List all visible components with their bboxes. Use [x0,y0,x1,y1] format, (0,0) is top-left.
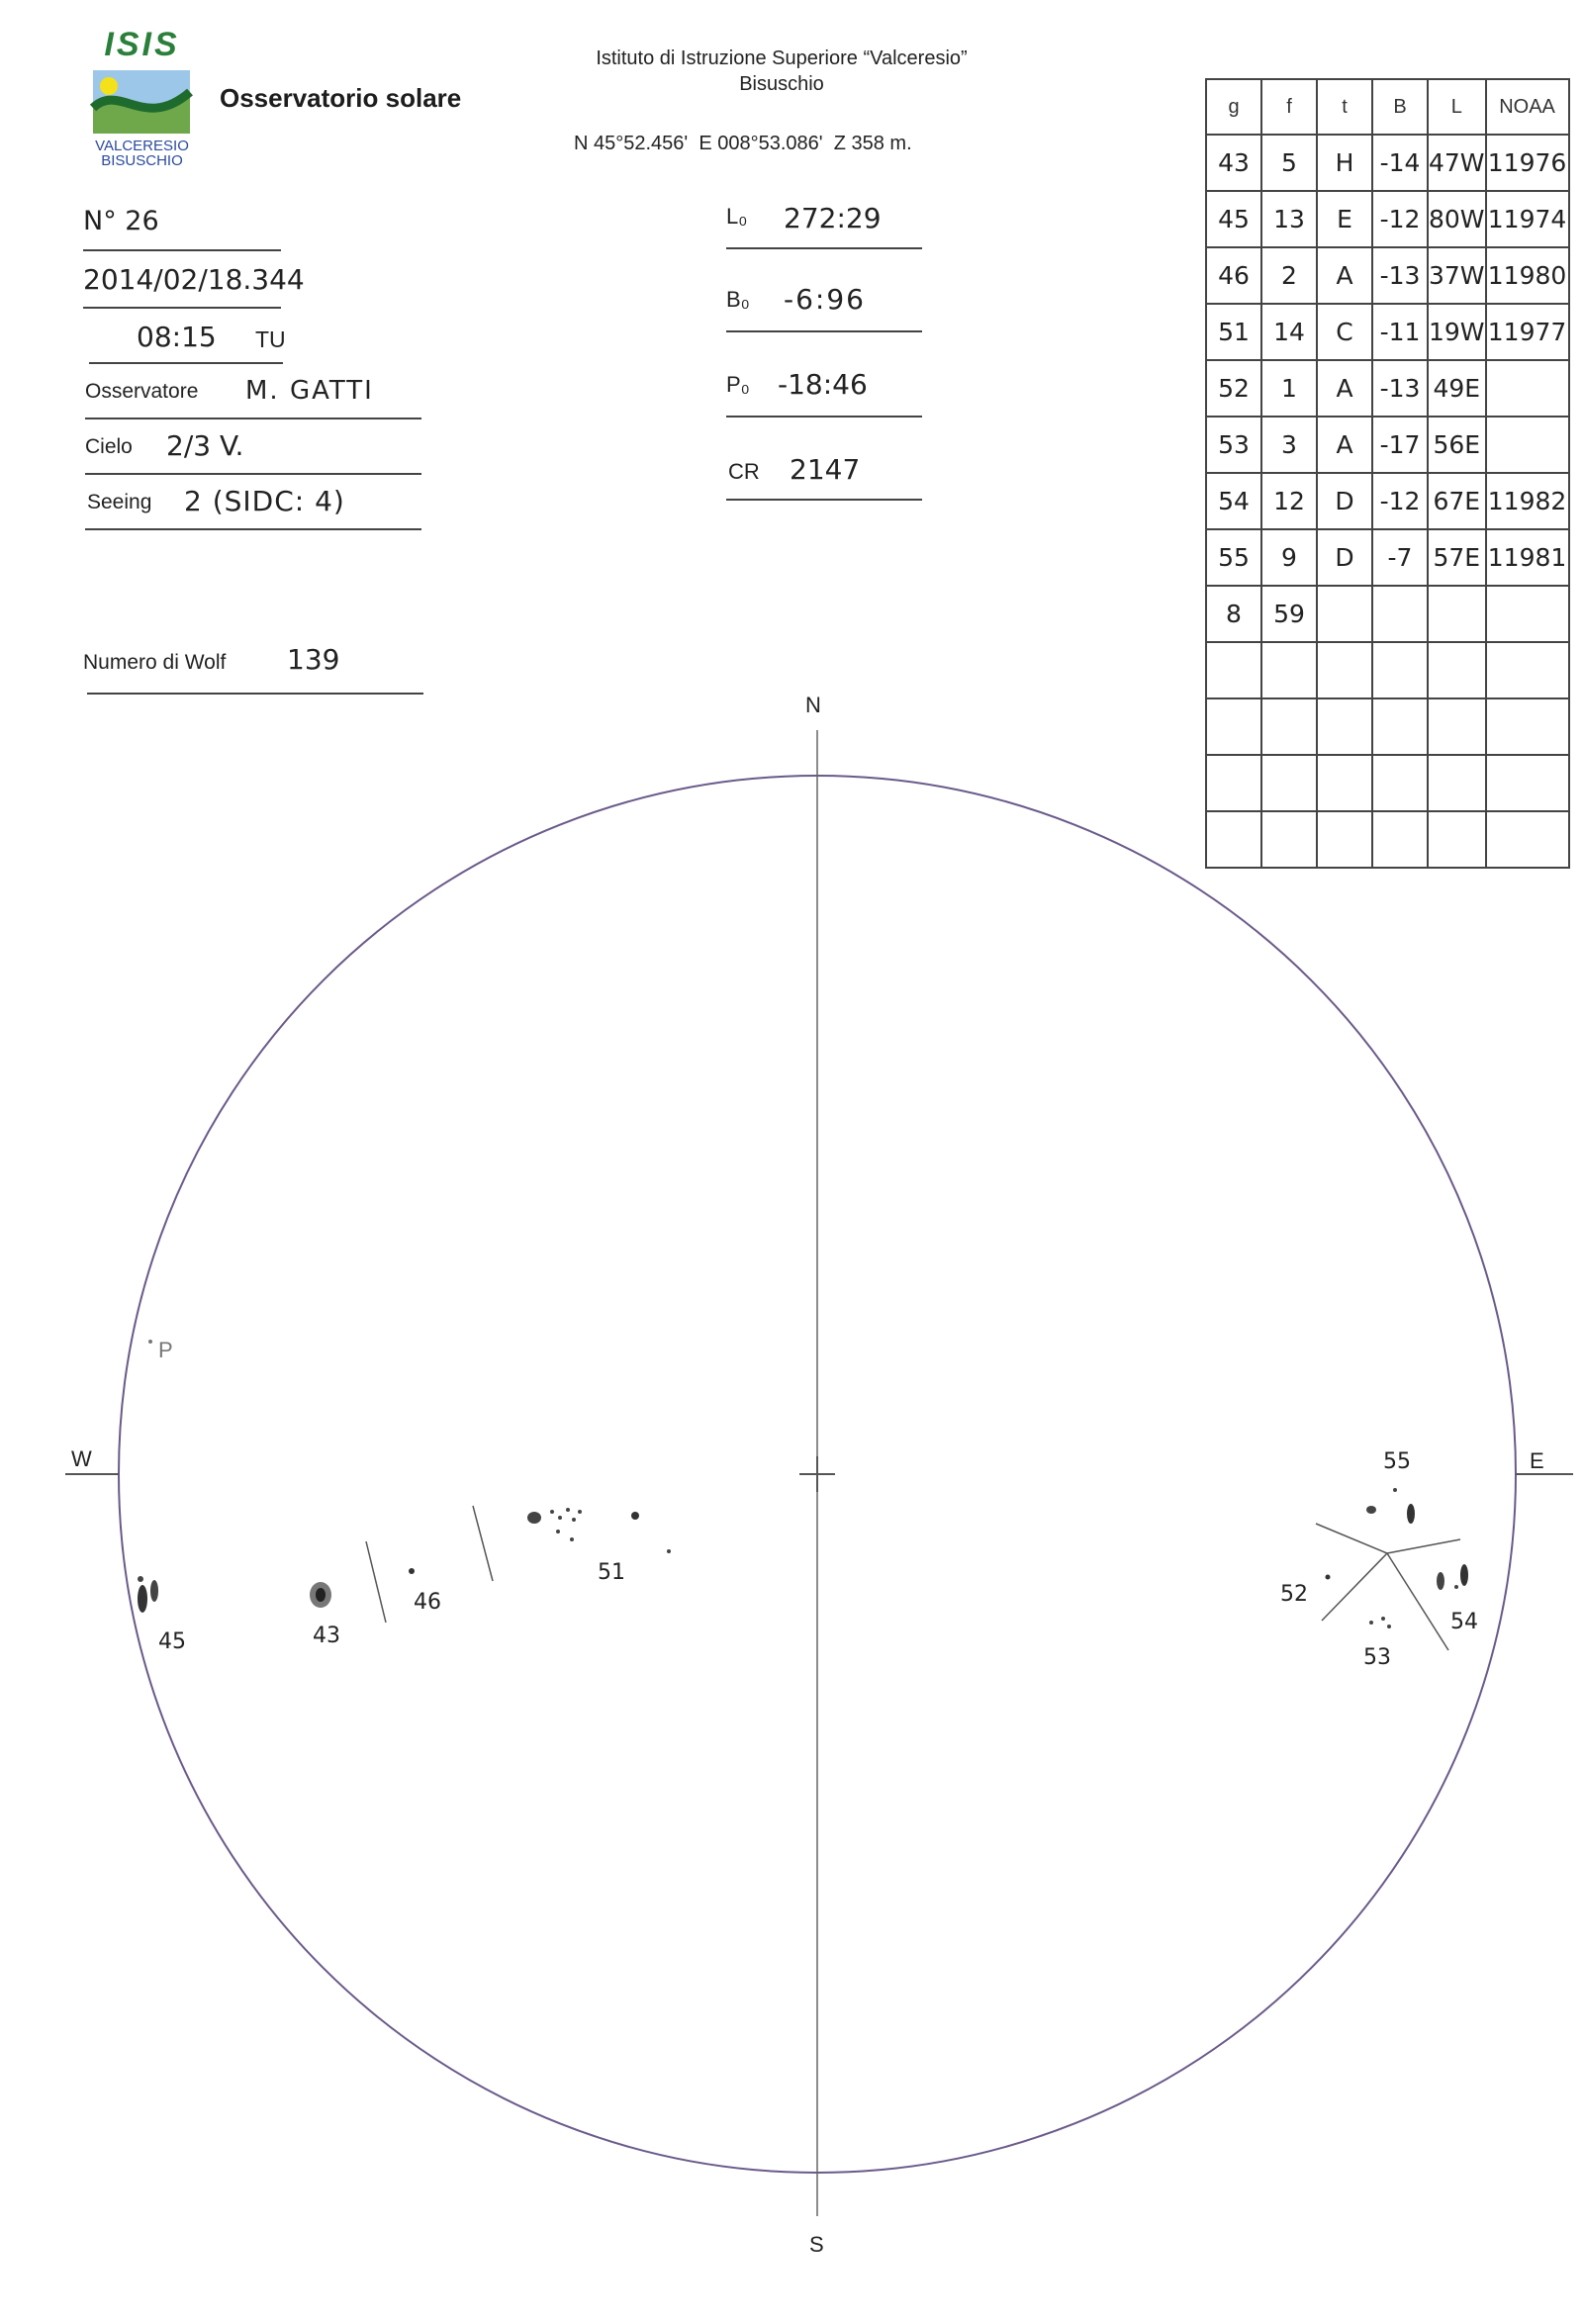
cell-f: 14 [1261,304,1317,360]
wolf-number-label: Numero di Wolf [83,651,227,674]
sunspot-group-45 [138,1576,158,1613]
cell-noaa: 11976 [1486,135,1569,191]
cell-g: 45 [1206,191,1261,247]
cell-b: -11 [1372,304,1428,360]
column-header-g: g [1206,79,1261,135]
p0-label: P₀ [726,372,750,397]
sunspot-group-46 [409,1568,415,1574]
sheet-number: N° 26 [83,206,159,236]
p0-value: -18:46 [778,368,868,401]
cell-g: 54 [1206,473,1261,529]
sunspot-group-51 [527,1508,671,1553]
l0-label: L₀ [726,204,748,229]
sunspot-group-55 [1366,1488,1415,1524]
l0-value: 272:29 [784,202,882,234]
cell-l: 47W [1428,135,1486,191]
b0-value: -6:96 [784,283,866,316]
group-51-divider [473,1506,493,1581]
cell-l: 80W [1428,191,1486,247]
cell-b: -14 [1372,135,1428,191]
cell-g: 46 [1206,247,1261,304]
cell-t: H [1317,135,1372,191]
observer-value: M. GATTI [245,376,374,406]
institute-line1: Istituto di Istruzione Superiore “Valceresio” [596,47,968,69]
sky-label: Cielo [85,435,133,458]
logo-subtitle-line2: BISUSCHIO [101,152,183,169]
cell-f: 59 [1261,586,1317,642]
seeing-value: 2 (SIDC: 4) [184,485,345,517]
cell-t: A [1317,360,1372,417]
observatory-title: Osservatorio solare [220,83,462,113]
cell-noaa: 11980 [1486,247,1569,304]
sunspot-group-54 [1437,1564,1468,1590]
group-label-53: 53 [1363,1645,1391,1670]
cell-t: E [1317,191,1372,247]
cell-g: 53 [1206,417,1261,473]
cell-l: 19W [1428,304,1486,360]
cell-b: -7 [1372,529,1428,586]
column-header-t: t [1317,79,1372,135]
cell-t: D [1317,473,1372,529]
cell-g: 43 [1206,135,1261,191]
cell-b: -13 [1372,247,1428,304]
cell-noaa: 11982 [1486,473,1569,529]
north-label: N [805,693,821,717]
region-divider-3 [1322,1553,1387,1621]
cell-t: C [1317,304,1372,360]
cell-l: 56E [1428,417,1486,473]
group-label-45: 45 [158,1629,186,1654]
column-header-noaa: NOAA [1486,79,1569,135]
observation-time: 08:15 [137,321,217,353]
cell-b: -13 [1372,360,1428,417]
cell-g: 55 [1206,529,1261,586]
seeing-label: Seeing [87,491,152,513]
group-label-54: 54 [1450,1610,1478,1634]
b0-label: B₀ [726,287,750,312]
column-header-b: B [1372,79,1428,135]
group-46-divider [366,1541,386,1623]
cell-t: A [1317,247,1372,304]
observation-date: 2014/02/18.344 [83,263,305,296]
group-label-46: 46 [414,1590,441,1615]
cell-g: 8 [1206,586,1261,642]
region-divider-4 [1387,1553,1448,1650]
cell-f: 9 [1261,529,1317,586]
cell-t: A [1317,417,1372,473]
group-label-55: 55 [1383,1449,1411,1474]
cell-noaa: 11977 [1486,304,1569,360]
group-label-43: 43 [313,1624,340,1648]
region-divider-1 [1316,1524,1387,1553]
south-label: S [809,2232,824,2257]
wolf-number-value: 139 [287,643,340,676]
observer-label: Osservatore [85,380,199,403]
cell-f: 1 [1261,360,1317,417]
region-divider-2 [1387,1539,1460,1553]
cell-f: 3 [1261,417,1317,473]
column-header-l: L [1428,79,1486,135]
cell-b: -12 [1372,473,1428,529]
sunspot-group-53 [1369,1617,1391,1628]
east-label: E [1530,1448,1544,1473]
institute-line2: Bisuschio [739,73,824,95]
group-label-52: 52 [1280,1582,1308,1607]
cell-noaa: 11981 [1486,529,1569,586]
observatory-coordinates: N 45°52.456' E 008°53.086' Z 358 m. [574,133,912,154]
cell-f: 13 [1261,191,1317,247]
sunspot-group-52 [1326,1575,1331,1580]
logo-wordmark: ISIS [104,26,180,63]
group-label-51: 51 [598,1560,625,1585]
west-label: W [71,1446,92,1471]
cell-l: 49E [1428,360,1486,417]
cell-b: -17 [1372,417,1428,473]
cell-l: 57E [1428,529,1486,586]
cell-l: 37W [1428,247,1486,304]
column-header-f: f [1261,79,1317,135]
cell-f: 2 [1261,247,1317,304]
cell-g: 52 [1206,360,1261,417]
cell-f: 5 [1261,135,1317,191]
logo-subtitle-line1: VALCERESIO [95,138,189,154]
cell-g: 51 [1206,304,1261,360]
time-unit: TU [255,326,286,352]
sky-value: 2/3 V. [166,429,244,462]
sunspot-group-43 [310,1582,331,1608]
p-mark: P [158,1338,173,1362]
cell-f: 12 [1261,473,1317,529]
cell-t: D [1317,529,1372,586]
p-mark-dot [148,1340,152,1344]
cr-value: 2147 [790,453,861,486]
cell-noaa: 11974 [1486,191,1569,247]
cell-b: -12 [1372,191,1428,247]
cell-l: 67E [1428,473,1486,529]
cr-label: CR [728,459,760,484]
